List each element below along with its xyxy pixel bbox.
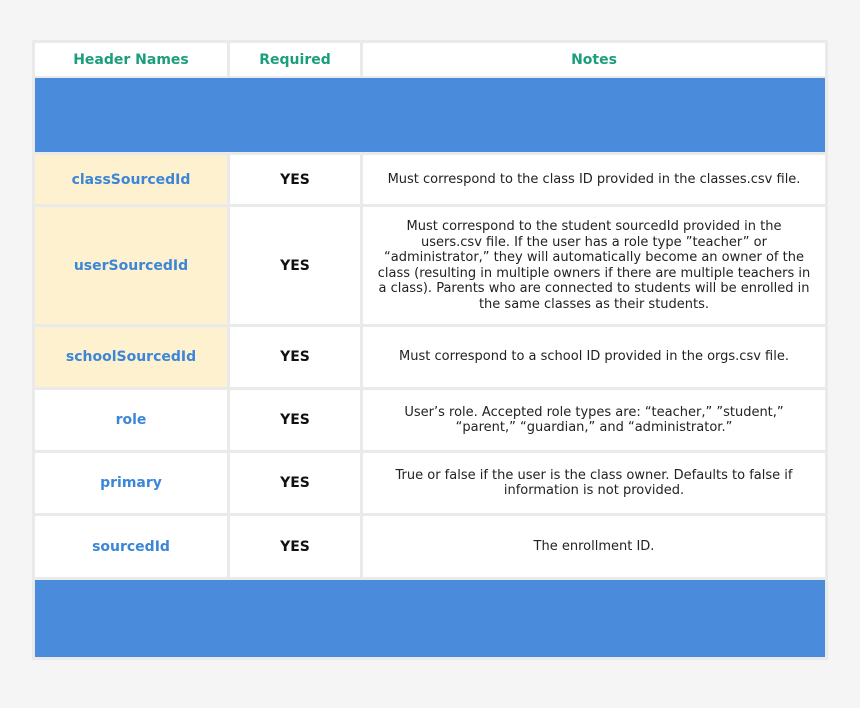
row-notes-sourced-id: The enrollment ID. (363, 516, 825, 577)
header-cell-names: Header Names (35, 43, 227, 76)
row-name-sourced-id: sourcedId (35, 516, 227, 577)
header-cell-notes: Notes (363, 43, 825, 76)
row-notes-role: User’s role. Accepted role types are: “teacher,” ”student,” “parent,” “guardian,” and “administrator.” (363, 390, 825, 450)
enrollment-fields-table (32, 40, 828, 660)
row-notes-school-sourced-id: Must correspond to a school ID provided in the orgs.csv file. (363, 327, 825, 387)
row-name-class-sourced-id: classSourcedId (35, 155, 227, 204)
bottom-band (35, 580, 825, 657)
row-required-user-sourced-id: YES (230, 207, 360, 324)
row-required-primary: YES (230, 453, 360, 513)
row-required-school-sourced-id: YES (230, 327, 360, 387)
row-notes-class-sourced-id: Must correspond to the class ID provided in the classes.csv file. (363, 155, 825, 204)
header-cell-required: Required (230, 43, 360, 76)
row-required-sourced-id: YES (230, 516, 360, 577)
row-required-class-sourced-id: YES (230, 155, 360, 204)
row-notes-user-sourced-id: Must correspond to the student sourcedId provided in the users.csv file. If the user has a role type ”teacher” or “administrator,” they will automatically become an owner of the class (resulting in multiple owners if there are multiple teachers in a class). Parents who are connected to students will be enrolled in the same classes as their students. (363, 207, 825, 324)
top-band (35, 78, 825, 152)
row-notes-primary: True or false if the user is the class owner. Defaults to false if information is not provided. (363, 453, 825, 513)
row-name-role: role (35, 390, 227, 450)
row-required-role: YES (230, 390, 360, 450)
row-name-primary: primary (35, 453, 227, 513)
row-name-school-sourced-id: schoolSourcedId (35, 327, 227, 387)
row-name-user-sourced-id: userSourcedId (35, 207, 227, 324)
